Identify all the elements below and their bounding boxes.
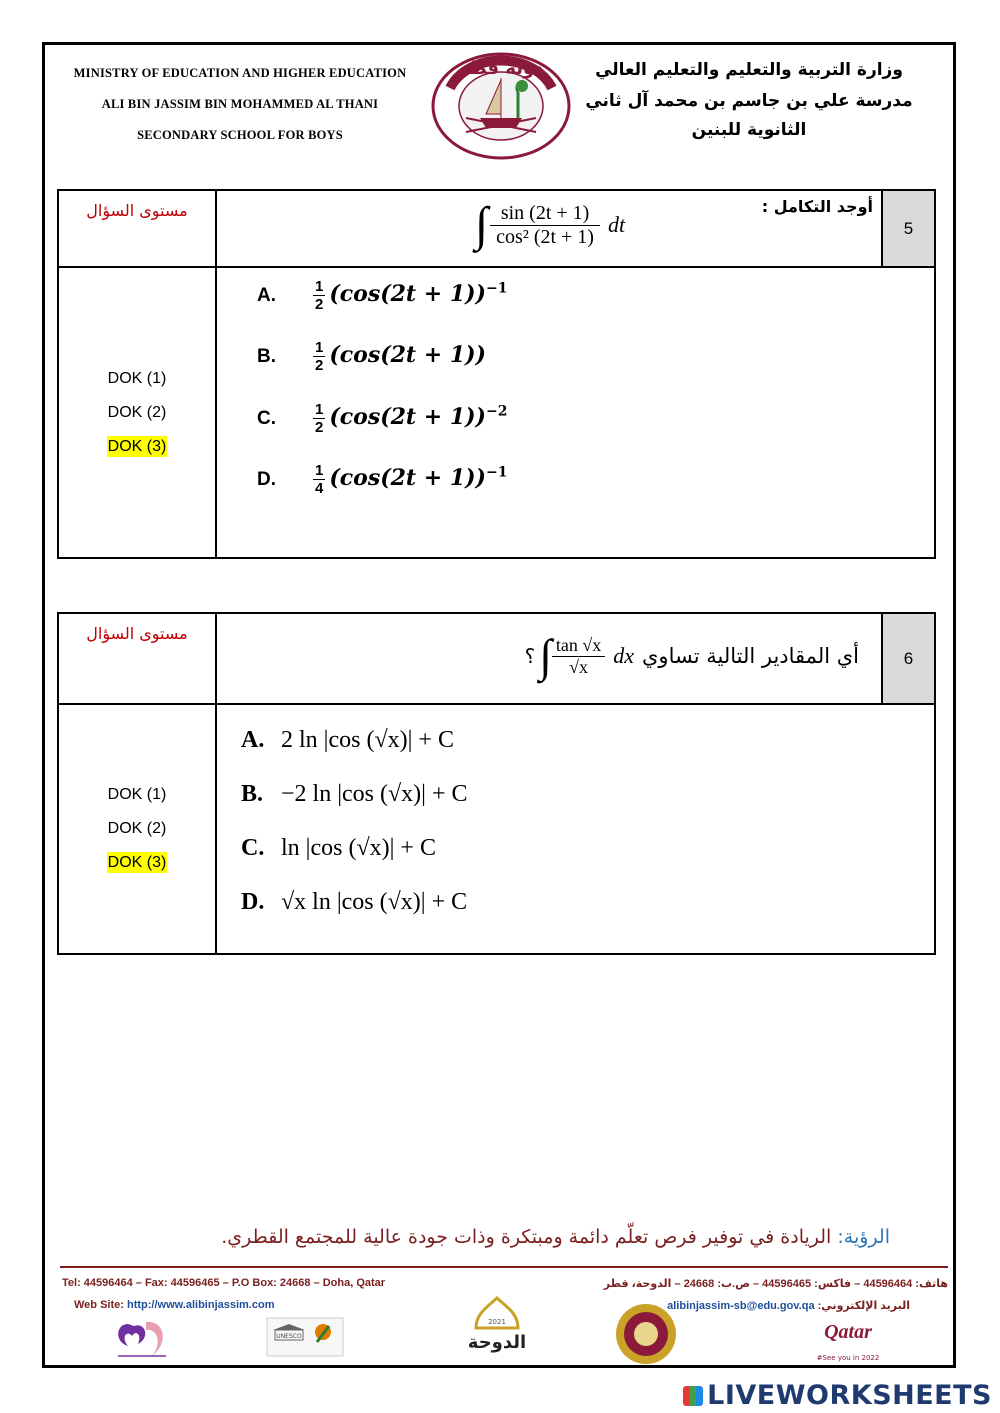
- qatar-2022-logo: [800, 1318, 896, 1364]
- integral-numerator: tan √x: [552, 635, 605, 657]
- fleur-logo: [106, 1316, 176, 1364]
- gold-seal-logo: [614, 1302, 678, 1366]
- question-mark: ؟: [524, 644, 536, 668]
- contact-ar: هاتف: 44596464 – فاكس: 44596465 – ص.ب: 24668 – الدوحة، قطر: [603, 1278, 948, 1290]
- unesco-logo: [265, 1316, 345, 1358]
- question-5-prompt-cell: [216, 190, 882, 267]
- integral-denominator: cos² (2t + 1): [496, 225, 594, 248]
- website-link[interactable]: http://www.alibinjassim.com: [126, 1299, 275, 1311]
- question-6-table: [57, 612, 936, 955]
- option-d[interactable]: D. √x ln |cos (√x)| + C: [241, 889, 468, 915]
- option-b[interactable]: B. $\frac{1}{2}$ (cos(2t + 1)): [257, 339, 486, 374]
- website-label: Web Site:: [74, 1299, 124, 1311]
- question-6-prompt-cell: [216, 613, 882, 704]
- dok-3-highlighted: DOK (3): [107, 854, 167, 871]
- doha-year: 2021: [488, 1318, 506, 1326]
- header-en-line3: SECONDARY SCHOOL FOR BOYS: [137, 128, 343, 142]
- question-6-prompt-row: [525, 628, 859, 684]
- qatar-logo-text: Qatar: [824, 1321, 872, 1343]
- integral-sign: ∫: [539, 630, 552, 681]
- question-5-integral: [475, 195, 625, 255]
- footer-divider: [60, 1266, 948, 1268]
- integral-denominator: √x: [569, 656, 588, 677]
- question-5-prompt: أوجد التكامل :: [761, 197, 873, 216]
- question-level-label: مستوى السؤال: [58, 613, 216, 704]
- unesco-text: UNESCO: [276, 1333, 302, 1340]
- email-line: [667, 1299, 910, 1312]
- dok-levels: [58, 267, 216, 558]
- header-ar-line1: وزارة التربية والتعليم والتعليم العالي: [595, 60, 903, 80]
- liveworksheets-icon: [683, 1386, 703, 1406]
- dok-levels: [58, 704, 216, 954]
- dok-1: DOK (1): [107, 369, 167, 387]
- integral-numerator: sin (2t + 1): [490, 202, 600, 226]
- contact-en: Tel: 44596464 – Fax: 44596465 – P.O Box: 24668 – Doha, Qatar: [62, 1277, 386, 1289]
- integral-differential: dx: [613, 643, 634, 668]
- vision-statement: [60, 1226, 890, 1248]
- qatar-logo-sub: #See you in 2022: [816, 1354, 880, 1362]
- email-label: البريد الإلكتروني:: [817, 1300, 910, 1312]
- email-link[interactable]: alibinjassim-sb@edu.gov.qa: [667, 1300, 815, 1312]
- logo-text: دولة قطر: [458, 58, 544, 79]
- liveworksheets-watermark: LIVEWORKSHEETS: [683, 1380, 992, 1411]
- dok-1: DOK (1): [107, 786, 167, 803]
- option-a[interactable]: A. $\frac{1}{2}$ $(\cos(2t + 1))^{-1}$: [257, 278, 508, 313]
- dok-2: DOK (2): [107, 820, 167, 837]
- question-6-prompt: أي المقادير التالية تساوي: [642, 644, 859, 668]
- doha-text: الدوحة: [467, 1332, 527, 1353]
- header-ar-line2: مدرسة علي بن جاسم بن محمد آل ثاني: [585, 91, 913, 111]
- question-5-table: [57, 189, 936, 559]
- option-b[interactable]: B. −2 ln |cos (√x)| + C: [241, 781, 468, 807]
- vision-label: الرؤية:: [837, 1226, 890, 1248]
- question-level-label: مستوى السؤال: [58, 190, 216, 267]
- qatar-emblem-logo: [430, 48, 572, 160]
- website-line: [74, 1299, 275, 1311]
- option-d[interactable]: D. $\frac{1}{4}$ $(\cos(2t + 1))^{-1}$: [257, 462, 508, 497]
- dok-3-highlighted: DOK (3): [107, 437, 167, 455]
- vision-text: الريادة في توفير فرص تعلّم دائمة ومبتكرة وذات جودة عالية للمجتمع القطري.: [221, 1226, 832, 1248]
- header-en-line2: ALI BIN JASSIM BIN MOHAMMED AL THANI: [101, 97, 379, 111]
- dok-2: DOK (2): [107, 403, 167, 421]
- option-c[interactable]: C. $\frac{1}{2}$ $(\cos(2t + 1))^{-2}$: [257, 401, 508, 436]
- question-number: 5: [882, 190, 935, 267]
- doha-logo: [462, 1294, 532, 1364]
- question-5-options: [216, 267, 935, 558]
- integral-differential: dt: [607, 212, 626, 237]
- question-number: 6: [882, 613, 935, 704]
- integral-sign: ∫: [475, 198, 489, 251]
- option-c[interactable]: C. ln |cos (√x)| + C: [241, 835, 436, 861]
- header-en-line1: MINISTRY OF EDUCATION AND HIGHER EDUCATION: [73, 66, 407, 80]
- header-ar-line3: الثانوية للبنين: [691, 120, 807, 140]
- option-a[interactable]: A. 2 ln |cos (√x)| + C: [241, 727, 454, 753]
- question-6-options: [216, 704, 935, 954]
